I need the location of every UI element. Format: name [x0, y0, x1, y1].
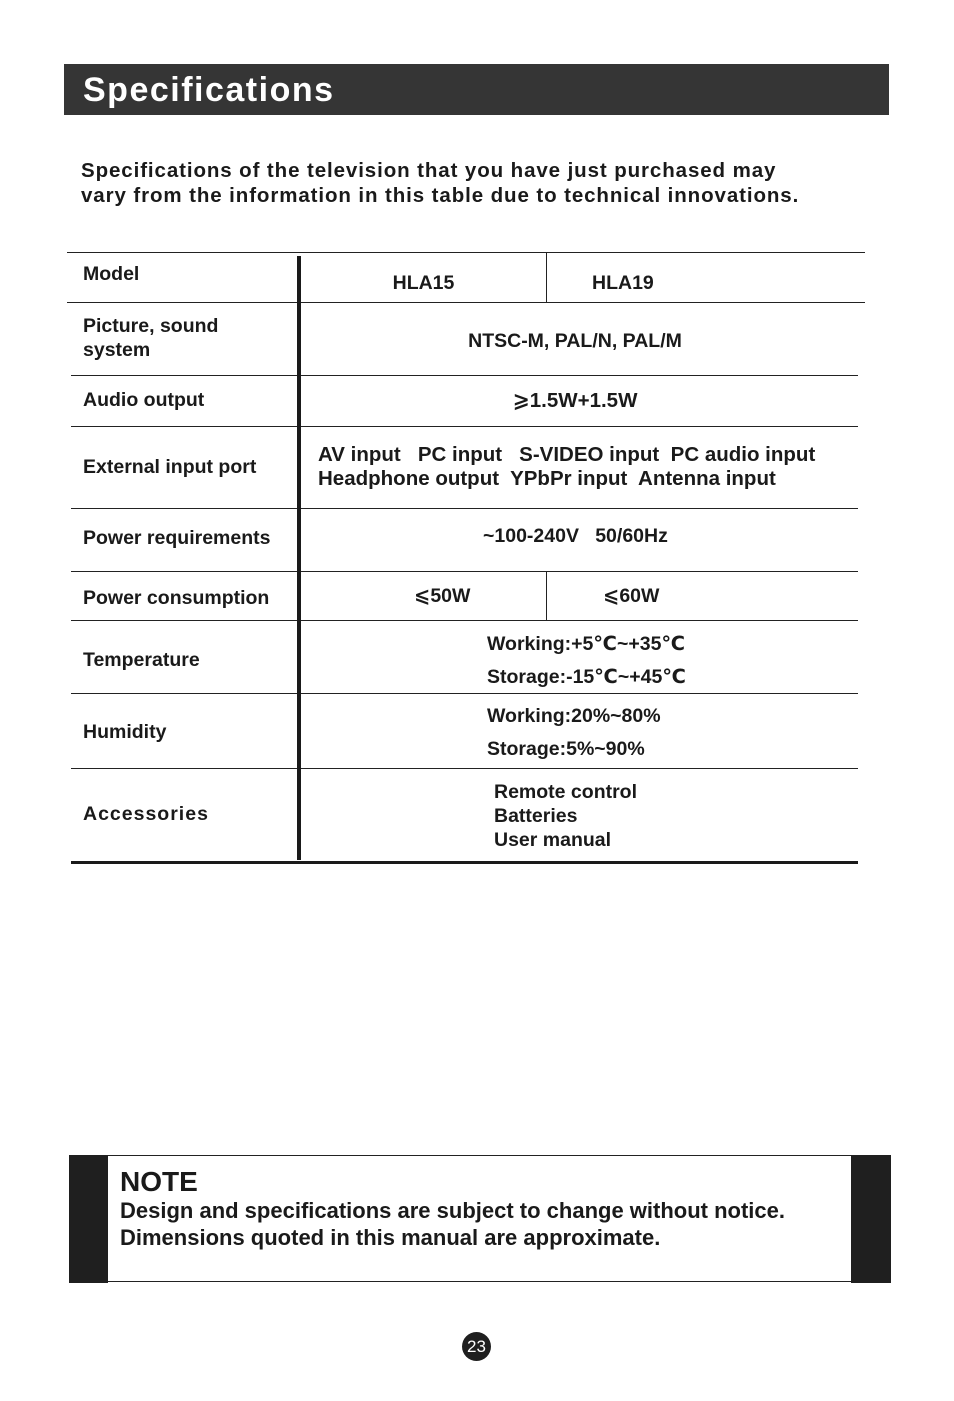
picture-sound-value: NTSC-M, PAL/N, PAL/M — [468, 330, 682, 352]
audio-output-value: ⩾1.5W+1.5W — [512, 389, 638, 412]
row-divider — [71, 571, 858, 572]
row-label-humidity: Humidity — [83, 721, 167, 743]
power-consumption-hla15: ⩽50W — [414, 585, 471, 607]
note-line-1: Design and specifications are subject to change without notice. — [120, 1198, 786, 1223]
note-right-bar — [851, 1155, 891, 1283]
section-header — [64, 64, 889, 115]
list-item: User manual — [494, 829, 612, 851]
humidity-storage: Storage:5%~90% — [487, 738, 645, 760]
temperature-working: Working:+5℃~+35℃ — [487, 633, 686, 655]
row-label-audio-output: Audio output — [83, 389, 205, 411]
row-label-temperature: Temperature — [83, 649, 200, 671]
row-label-picture-sound: Picture, sound system — [83, 315, 219, 361]
row-label-accessories: Accessories — [83, 803, 209, 825]
humidity-working: Working:20%~80% — [487, 705, 661, 727]
intro-paragraph — [81, 158, 881, 208]
row-divider — [67, 302, 865, 303]
external-input-value: AV input PC input S-VIDEO input PC audio input Headphone output YPbPr input Antenna input — [318, 443, 816, 490]
row-label-power-requirements: Power requirements — [83, 527, 271, 549]
power-consumption-hla19: ⩽60W — [603, 585, 660, 607]
intro-line-2: vary from the information in this table due to technical innovations. — [81, 184, 800, 207]
row-divider — [71, 693, 858, 694]
page-title: Specifications — [83, 71, 335, 109]
row-divider — [71, 426, 858, 427]
page-number-badge: 23 — [462, 1332, 491, 1361]
intro-line-1: Specifications of the television that you have just purchased may — [81, 159, 777, 182]
model-hla15: HLA15 — [392, 272, 455, 294]
row-divider — [71, 508, 858, 509]
column-divider-power — [546, 571, 547, 620]
row-label-power-consumption: Power consumption — [83, 587, 270, 609]
table-top-rule — [67, 252, 865, 253]
table-bottom-rule — [71, 861, 858, 864]
list-item: Remote control — [494, 781, 638, 803]
accessories-list — [494, 780, 637, 852]
list-item: Batteries — [494, 805, 578, 827]
row-divider — [71, 620, 858, 621]
note-title: NOTE — [120, 1166, 198, 1197]
row-label-external-input: External input port — [83, 456, 257, 478]
note-left-bar — [69, 1155, 108, 1283]
note-line-2: Dimensions quoted in this manual are approximate. — [120, 1225, 661, 1250]
power-requirements-value: ~100-240V 50/60Hz — [483, 525, 668, 547]
row-divider — [71, 375, 858, 376]
temperature-storage: Storage:-15℃~+45℃ — [487, 666, 686, 688]
row-label-model: Model — [83, 263, 140, 285]
model-hla19: HLA19 — [592, 272, 654, 294]
column-divider-model — [546, 252, 547, 302]
row-divider — [71, 768, 858, 769]
